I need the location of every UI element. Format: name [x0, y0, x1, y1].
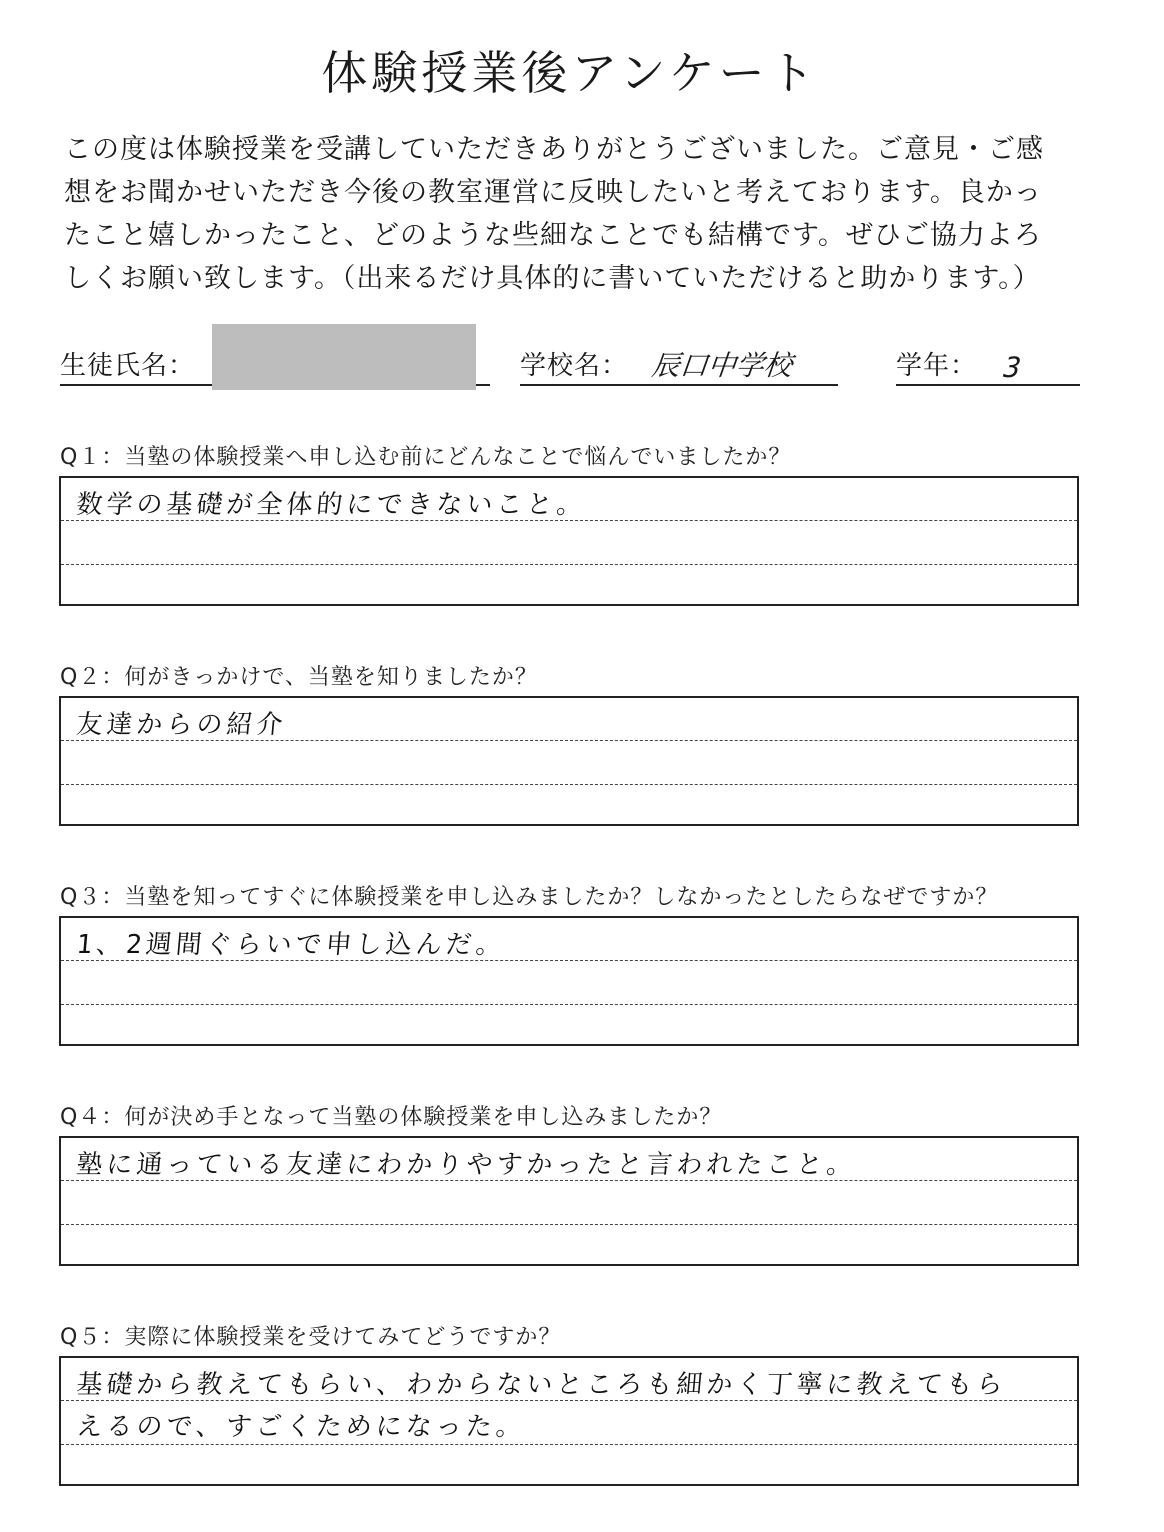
answer-box-5[interactable]: [59, 1356, 1079, 1486]
answer-box-2[interactable]: [59, 696, 1079, 826]
answer-box-3[interactable]: [59, 916, 1079, 1046]
answer-2-line-1: 友達からの紹介: [75, 710, 288, 740]
student-name-label: 生徒氏名：: [60, 351, 196, 381]
school-name-field[interactable]: [520, 340, 838, 386]
question-3-label: Q３：当塾を知ってすぐに体験授業を申し込みましたか？しなかったとしたらなぜですか？: [60, 885, 999, 910]
intro-text: [64, 128, 1094, 300]
answer-5-line-1: 基礎から教えてもらい、わからないところも細かく丁寧に教えてもら: [75, 1370, 1008, 1400]
question-4-label: Q４：何が決め手となって当塾の体験授業を申し込みましたか？: [60, 1105, 723, 1130]
question-5-label: Q５：実際に体験授業を受けてみてどうですか？: [60, 1325, 562, 1350]
answer-3-line-1: 1、2週間ぐらいで申し込んだ。: [75, 930, 508, 960]
school-name-label: 学校名：: [520, 351, 629, 381]
ruled-line: [61, 1224, 1077, 1225]
answer-5-line-2: えるので、すごくためになった。: [75, 1412, 528, 1442]
answer-box-1[interactable]: [59, 476, 1079, 606]
grade-label: 学年：: [896, 351, 978, 381]
ruled-line: [61, 1004, 1077, 1005]
intro-line: この度は体験授業を受講していただきありがとうございました。ご意見・ご感: [64, 134, 1044, 165]
intro-line: 想をお聞かせいただき今後の教室運営に反映したいと考えております。良かっ: [64, 177, 1042, 208]
answer-box-4[interactable]: [59, 1136, 1079, 1266]
page-title: 体験授業後アンケート: [321, 46, 819, 100]
intro-line: たこと嬉しかったこと、どのような些細なことでも結構です。ぜひご協力よろ: [64, 220, 1042, 251]
answer-4-line-1: 塾に通っている友達にわかりやすかったと言われたこと。: [75, 1150, 858, 1180]
ruled-line: [61, 784, 1077, 785]
school-name-value: 辰口中学校: [650, 349, 794, 382]
question-1-label: Q１：当塾の体験授業へ申し込む前にどんなことで悩んでいましたか？: [60, 445, 792, 470]
grade-value: 3: [1002, 351, 1023, 384]
question-2-label: Q２：何がきっかけで、当塾を知りましたか？: [60, 665, 538, 690]
student-info-row: [60, 340, 1084, 386]
redacted-name: [212, 324, 476, 390]
student-name-field[interactable]: [60, 340, 490, 386]
grade-field[interactable]: [896, 340, 1080, 386]
ruled-line: [61, 1444, 1077, 1445]
ruled-line: [61, 564, 1077, 565]
answer-1-line-1: 数学の基礎が全体的にできないこと。: [75, 490, 588, 520]
intro-line: しくお願い致します。（出来るだけ具体的に書いていただけると助かります。）: [64, 263, 1041, 294]
